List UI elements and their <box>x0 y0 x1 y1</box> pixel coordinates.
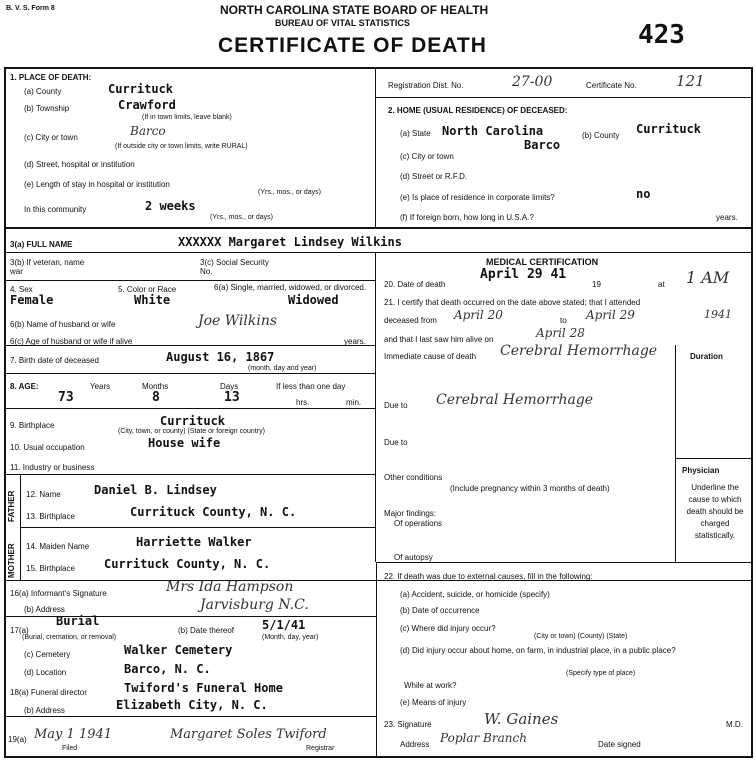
home-state-label: (a) State <box>400 129 431 138</box>
director-address-label: (b) Address <box>24 706 65 715</box>
autopsy-label: Of autopsy <box>394 553 433 562</box>
injury-home-label: (d) Did injury occur about home, on farm, in industrial place, in a public place? <box>400 646 676 655</box>
last-saw-label: and that I last saw him alive on <box>384 335 494 344</box>
mother-birthplace: Currituck County, N. C. <box>104 557 271 571</box>
sex: Female <box>10 293 54 307</box>
due-to-cause: Cerebral Hemorrhage <box>436 392 594 408</box>
injury-place-note: (City or town) (County) (State) <box>534 633 628 640</box>
while-at-work-label: While at work? <box>404 681 457 690</box>
township-note: (If in town limits, leave blank) <box>142 114 232 121</box>
attended-from-label: deceased from <box>384 316 437 325</box>
date-signed-label: Date signed <box>598 740 641 749</box>
age-days: 13 <box>224 390 240 405</box>
medical-cert-title: MEDICAL CERTIFICATION <box>486 257 599 267</box>
page-title: CERTIFICATE OF DEATH <box>218 34 487 57</box>
age-months-label: Months <box>142 382 169 391</box>
major-findings-label: Major findings: <box>384 509 437 518</box>
home-place: Barco <box>524 138 561 152</box>
operations-label: Of operations <box>394 519 443 528</box>
spouse-age-unit: years. <box>344 337 366 346</box>
physician-note: Underline the cause to which death should be charged statistically. <box>686 483 744 540</box>
director-address: Elizabeth City, N. C. <box>116 698 268 712</box>
mother-side-label: MOTHER <box>7 543 16 578</box>
injury-home-note: (Specify type of place) <box>566 670 636 677</box>
death-county: Currituck <box>108 82 174 96</box>
immediate-cause-label: Immediate cause of death <box>384 352 477 361</box>
mother-name: Harriette Walker <box>136 535 252 549</box>
other-conditions-note: (Include pregnancy within 3 months of death) <box>450 484 610 493</box>
marital-status: Widowed <box>288 293 339 307</box>
physician-signature: W. Gaines <box>484 710 559 728</box>
burial-date-label: (b) Date thereof <box>178 626 235 635</box>
external-causes-label: 22. If death was due to external causes, fill in the following: <box>384 572 593 581</box>
father-birthplace-label: 13. Birthplace <box>26 512 75 521</box>
burial-date-note: (Month, day, year) <box>262 634 319 641</box>
duration-label: Duration <box>690 352 723 361</box>
certificate-no: 121 <box>676 72 705 90</box>
burial-label: 17(a) <box>10 626 29 635</box>
spouse-age-label: 6(c) Age of husband or wife if alive <box>10 337 133 346</box>
informant-signature: Mrs Ida Hampson <box>166 579 294 595</box>
community-stay: 2 weeks <box>145 199 196 213</box>
city-label: (c) City or town <box>24 133 78 142</box>
means-of-injury-label: (e) Means of injury <box>400 698 467 707</box>
injury-place-label: (c) Where did injury occur? <box>400 624 496 633</box>
home-label: 2. HOME (USUAL RESIDENCE) OF DECEASED: <box>388 106 568 115</box>
marital-label: 6(a) Single, married, widowed, or divorced. <box>214 283 367 292</box>
birth-date: August 16, 1867 <box>166 350 275 364</box>
death-date-19: 19 <box>592 280 601 289</box>
bureau-name: BUREAU OF VITAL STATISTICS <box>275 18 410 28</box>
cemetery: Walker Cemetery <box>124 643 233 657</box>
less-than-day-label: If less than one day <box>276 382 346 391</box>
min-label: min. <box>346 398 362 407</box>
age-days-label: Days <box>220 382 239 391</box>
certificate-no-label: Certificate No. <box>586 81 637 90</box>
race-label: 5. Color or Race <box>118 285 177 294</box>
industry-label: 11. Industry or business <box>10 463 95 472</box>
age-months: 8 <box>152 390 160 405</box>
father-name-label: 12. Name <box>26 490 61 499</box>
occupation: House wife <box>148 436 221 450</box>
veteran-label: 3(b) If veteran, name war <box>10 258 85 276</box>
spouse-name: Joe Wilkins <box>198 313 278 329</box>
birth-date-label: 7. Birth date of deceased <box>10 356 99 365</box>
certificate-serial: 423 <box>638 20 685 50</box>
funeral-director: Twiford's Funeral Home <box>124 681 283 695</box>
burial-method: Burial <box>56 614 100 628</box>
attended-from: April 20 <box>454 308 503 322</box>
accident-label: (a) Accident, suicide, or homicide (specify) <box>400 590 550 599</box>
home-state: North Carolina <box>442 124 544 138</box>
age-label: 8. AGE: <box>10 382 39 391</box>
other-conditions-label: Other conditions <box>384 473 443 482</box>
mother-name-label: 14. Maiden Name <box>26 542 90 551</box>
home-county: Currituck <box>636 122 702 136</box>
attended-to-label: to <box>560 316 567 325</box>
due-to-label: Due to <box>384 401 408 410</box>
hrs-label: hrs. <box>296 398 310 407</box>
mother-birthplace-label: 15. Birthplace <box>26 564 75 573</box>
burial-date: 5/1/41 <box>262 618 306 632</box>
home-street-label: (d) Street or R.F.D. <box>400 172 468 181</box>
physician-address-label: Address <box>400 740 430 749</box>
filed-label: 19(a) <box>8 735 27 744</box>
full-name: XXXXXX Margaret Lindsey Wilkins <box>178 235 402 249</box>
form-number: B. V. S. Form 8 <box>6 5 55 12</box>
death-city: Barco <box>130 124 166 138</box>
burial-location: Barco, N. C. <box>124 662 211 676</box>
foreign-years-label: years. <box>716 213 738 222</box>
location-label: (d) Location <box>24 668 67 677</box>
occurrence-date-label: (b) Date of occurrence <box>400 606 480 615</box>
community-note: (Yrs., mos., or days) <box>210 214 274 221</box>
death-at-label: at <box>658 280 665 289</box>
father-name: Daniel B. Lindsey <box>94 483 217 497</box>
informant-address: Jarvisburg N.C. <box>200 597 309 613</box>
father-birthplace: Currituck County, N. C. <box>130 505 297 519</box>
stay-note: (Yrs., mos., or days) <box>258 189 322 196</box>
funeral-director-label: 18(a) Funeral director <box>10 688 87 697</box>
corporate-limits-label: (e) Is place of residence in corporate limits? <box>400 193 555 202</box>
death-time: 1 AM <box>686 268 730 287</box>
attended-year: 1941 <box>704 308 732 321</box>
informant-label: 16(a) Informant's Signature <box>10 589 107 598</box>
city-note: (If outside city or town limits, write RURAL) <box>115 143 248 150</box>
last-saw-date: April 28 <box>536 326 585 340</box>
birth-date-note: (month, day and year) <box>248 365 317 372</box>
md-label: M.D. <box>726 720 743 729</box>
home-city-label: (c) City or town <box>400 152 454 161</box>
attended-to: April 29 <box>586 308 635 322</box>
death-date: April 29 41 <box>480 267 567 282</box>
ssn-label: 3(c) Social Security No. <box>200 258 269 276</box>
full-name-label: 3(a) FULL NAME <box>10 240 73 249</box>
death-township: Crawford <box>118 98 176 112</box>
informant-address-label: (b) Address <box>24 605 65 614</box>
immediate-cause: Cerebral Hemorrhage <box>500 343 658 359</box>
foreign-born-label: (f) If foreign born, how long in U.S.A.? <box>400 213 534 222</box>
due-to-2-label: Due to <box>384 438 408 447</box>
spouse-label: 6(b) Name of husband or wife <box>10 320 116 329</box>
certify-text: 21. I certify that death occurred on the date above stated; that I attended <box>384 298 641 307</box>
sex-label: 4. Sex <box>10 285 33 294</box>
physician-title: Physician <box>682 466 720 475</box>
county-label: (a) County <box>24 87 62 96</box>
registrar-caption: Registrar <box>306 745 335 752</box>
race: White <box>134 293 171 307</box>
registrar-signature: Margaret Soles Twiford <box>170 727 327 742</box>
age-years: 73 <box>58 390 74 405</box>
home-county-label: (b) County <box>582 131 620 140</box>
cemetery-label: (c) Cemetery <box>24 650 71 659</box>
father-side-label: FATHER <box>7 490 16 522</box>
burial-note: (Burial, cremation, or removal) <box>22 634 117 641</box>
stay-label: (e) Length of stay in hospital or institution <box>24 180 170 189</box>
township-label: (b) Township <box>24 104 70 113</box>
registration-dist: 27-00 <box>512 74 553 90</box>
place-of-death-label: 1. PLACE OF DEATH: <box>10 73 92 82</box>
birthplace-note: (City, town, or county) (State or foreign country) <box>118 428 265 435</box>
age-years-label: Years <box>90 382 111 391</box>
registration-dist-label: Registration Dist. No. <box>388 81 464 90</box>
filed-date: May 1 1941 <box>34 727 113 742</box>
board-name: NORTH CAROLINA STATE BOARD OF HEALTH <box>220 3 489 17</box>
birthplace: Currituck <box>160 414 226 428</box>
signature-label: 23. Signature <box>384 720 432 729</box>
corporate-limits: no <box>636 187 651 201</box>
community-label: In this community <box>24 205 87 214</box>
birthplace-label: 9. Birthplace <box>10 421 55 430</box>
filed-caption: Filed <box>62 745 78 752</box>
physician-address: Poplar Branch <box>440 731 527 745</box>
occupation-label: 10. Usual occupation <box>10 443 85 452</box>
street-label: (d) Street, hospital or institution <box>24 160 135 169</box>
death-date-label: 20. Date of death <box>384 280 446 289</box>
